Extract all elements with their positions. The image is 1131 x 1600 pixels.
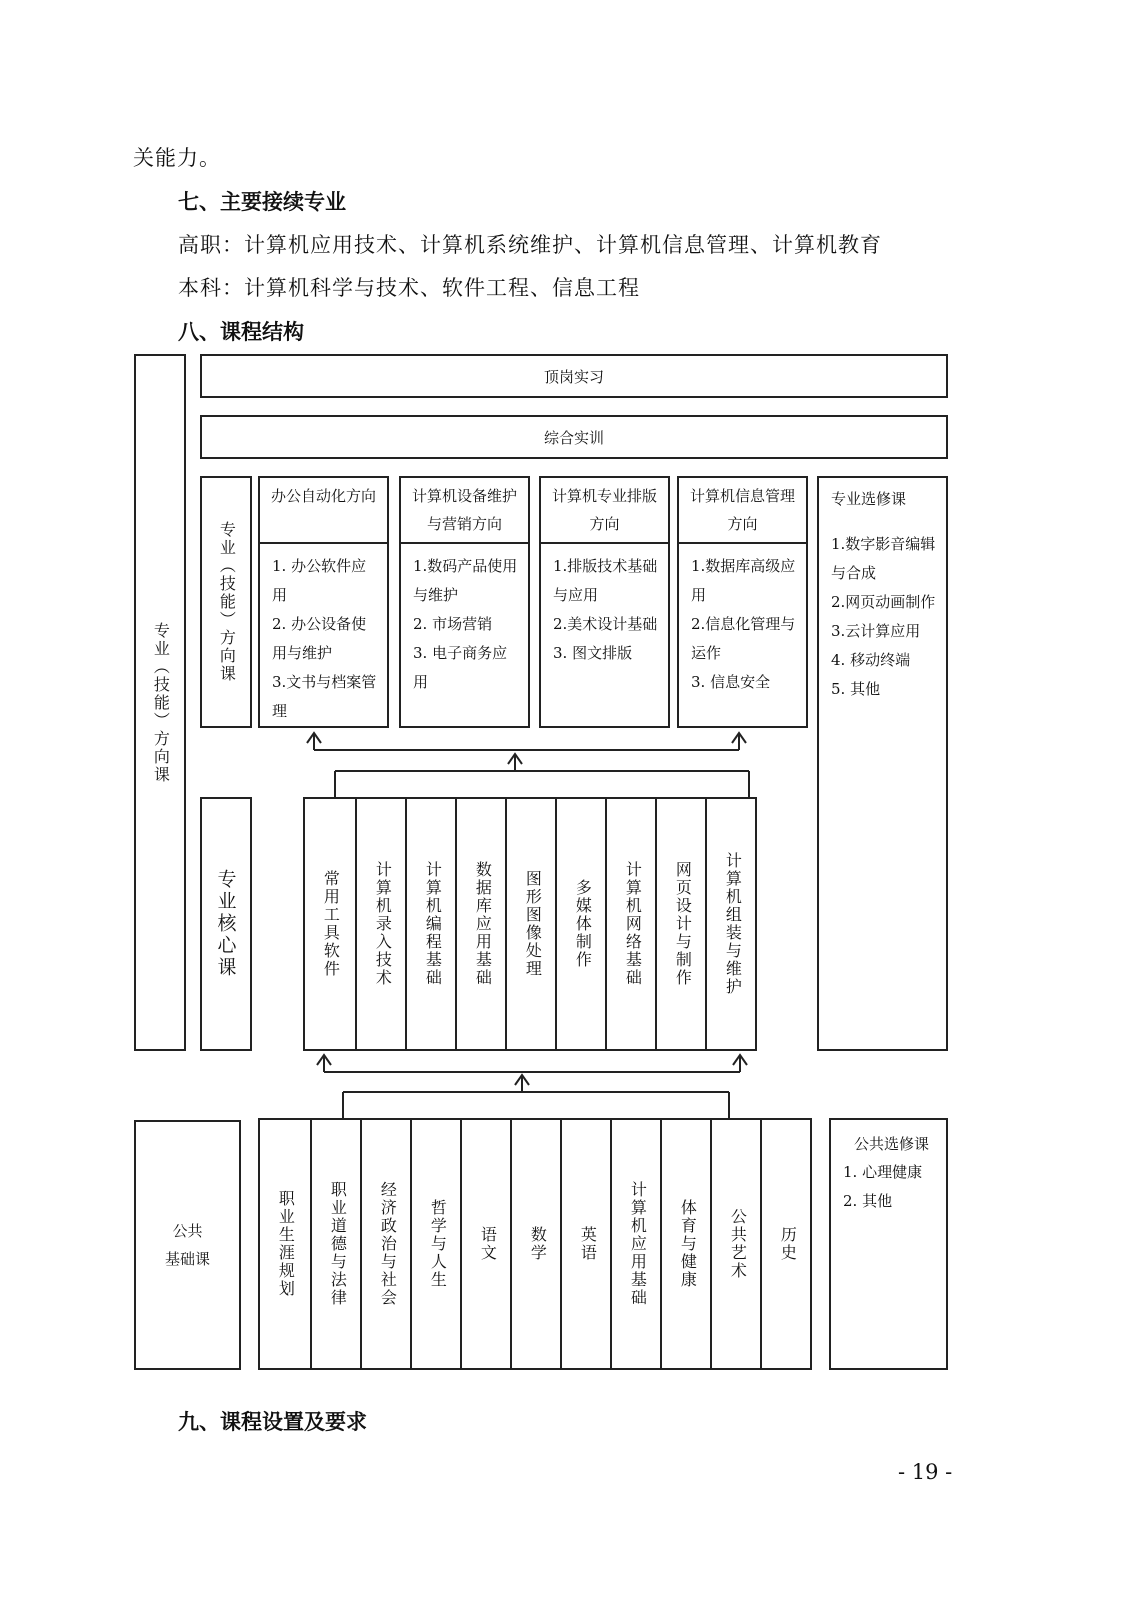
- section-heading-7: 七、主要接续专业: [178, 190, 346, 214]
- core-course: 网页设计与制作: [655, 799, 707, 1049]
- public-course: 历史: [760, 1120, 812, 1368]
- public-course: 职业生涯规划: [276, 1190, 296, 1298]
- list-item: 2.网页动画制作: [831, 593, 936, 611]
- core-course: 常用工具软件: [321, 870, 341, 978]
- public-course: 语文: [460, 1120, 512, 1368]
- public-course: 英语: [560, 1120, 612, 1368]
- text-line-continuation: 关能力。: [133, 146, 221, 170]
- text-gaozhi: 高职：计算机应用技术、计算机系统维护、计算机信息管理、计算机教育: [178, 233, 882, 257]
- public-course: 哲学与人生: [410, 1120, 462, 1368]
- direction-title: 计算机设备维护与营销方向: [401, 478, 528, 544]
- list-item: 3. 信息安全: [691, 673, 771, 691]
- public-label-line1: 公共: [172, 1222, 203, 1240]
- public-label-line2: 基础课: [164, 1250, 210, 1268]
- elective-title: 专业选修课: [831, 490, 907, 508]
- public-course: 职业道德与法律: [310, 1120, 362, 1368]
- list-item: 2. 办公设备使用与维护: [272, 615, 367, 662]
- list-item: 3.云计算应用: [831, 622, 921, 640]
- public-course: 体育与健康: [660, 1120, 712, 1368]
- public-course: 计算机应用基础: [610, 1120, 662, 1368]
- list-item: 2.美术设计基础: [553, 615, 658, 633]
- outer-label: 专业（技能）方向课: [151, 621, 171, 784]
- core-course: 图形图像处理: [505, 799, 557, 1049]
- public-course: 公共艺术: [710, 1120, 762, 1368]
- second-box-label: 综合实训: [543, 428, 604, 447]
- list-item: 2. 市场营销: [413, 615, 493, 633]
- list-item: 5. 其他: [831, 680, 881, 698]
- direction-title: 计算机信息管理方向: [679, 478, 806, 544]
- public-course: 经济政治与社会: [360, 1120, 412, 1368]
- list-item: 3. 电子商务应用: [413, 644, 508, 691]
- list-item: 1.数字影音编辑与合成: [831, 535, 936, 582]
- list-item: 1. 心理健康: [843, 1163, 923, 1181]
- list-item: 3. 图文排版: [553, 644, 633, 662]
- core-course: 数据库应用基础: [455, 799, 507, 1049]
- text-benke: 本科：计算机科学与技术、软件工程、信息工程: [178, 276, 640, 300]
- list-item: 4. 移动终端: [831, 651, 911, 669]
- core-course: 计算机录入技术: [355, 799, 407, 1049]
- top-box-label: 顶岗实习: [543, 367, 604, 386]
- public-course: 数学: [510, 1120, 562, 1368]
- list-item: 3.文书与档案管理: [272, 673, 377, 720]
- direction-title: 计算机专业排版方向: [541, 478, 668, 544]
- public-elective-title: 公共选修课: [853, 1135, 929, 1153]
- direction-title: 办公自动化方向: [260, 478, 387, 544]
- list-item: 1.数码产品使用与维护: [413, 557, 518, 604]
- core-label: 专业核心课: [214, 869, 237, 979]
- section-heading-8: 八、课程结构: [178, 320, 304, 344]
- list-item: 1.排版技术基础与应用: [553, 557, 658, 604]
- direction-label: 专业（技能）方向课: [217, 521, 237, 683]
- list-item: 1.数据库高级应用: [691, 557, 796, 604]
- core-course: 多媒体制作: [555, 799, 607, 1049]
- section-heading-9: 九、课程设置及要求: [178, 1410, 367, 1434]
- core-course: 计算机编程基础: [405, 799, 457, 1049]
- core-course: 计算机网络基础: [605, 799, 657, 1049]
- list-item: 2. 其他: [843, 1192, 893, 1210]
- page-number: - 19 -: [898, 1460, 953, 1484]
- core-course: 计算机组装与维护: [705, 799, 757, 1049]
- list-item: 1. 办公软件应用: [272, 557, 367, 604]
- list-item: 2.信息化管理与运作: [691, 615, 796, 662]
